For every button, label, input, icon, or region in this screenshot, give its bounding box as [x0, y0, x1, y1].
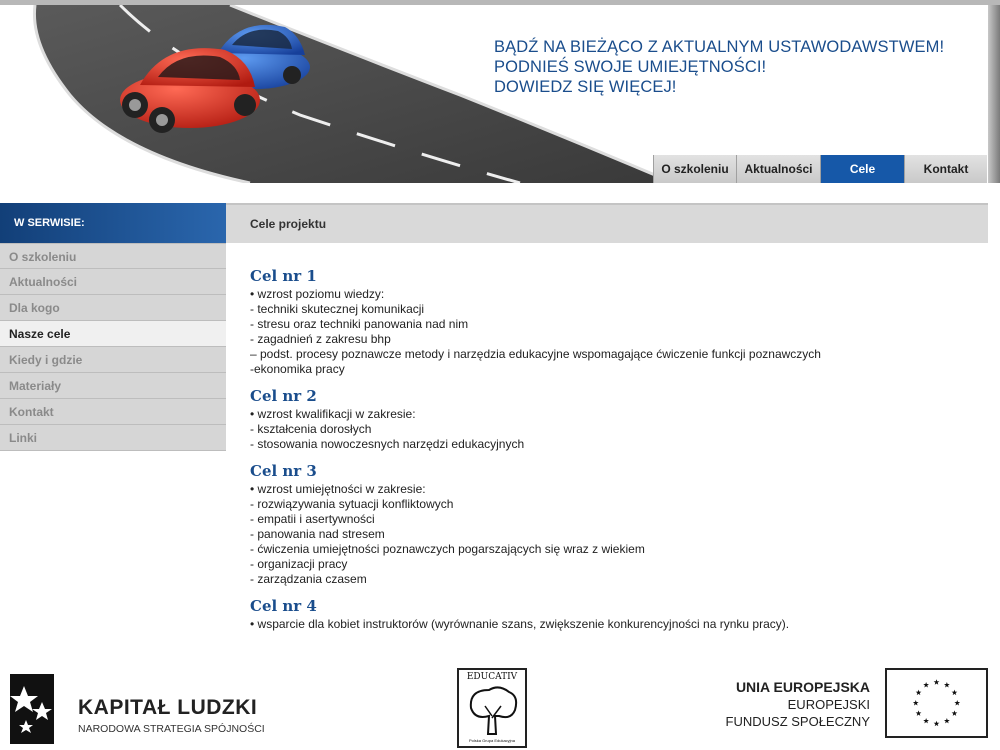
- goal-line: - panowania nad stresem: [250, 527, 385, 541]
- ue-efs-text: [700, 678, 870, 730]
- efs-line-2: FUNDUSZ SPOŁECZNY: [725, 714, 870, 729]
- eu-star-icon: [923, 718, 929, 723]
- goal-line: - ćwiczenia umiejętności poznawczych pogarszających się wraz z wiekiem: [250, 542, 645, 556]
- goal-line: • wsparcie dla kobiet instruktorów (wyrównanie szans, zwiększenie konkurencyjności na rynku pracy).: [250, 617, 790, 631]
- goal-line: -ekonomika pracy: [250, 362, 345, 376]
- eu-star-icon: [916, 710, 922, 715]
- goal-heading: Cel nr 4: [250, 597, 317, 615]
- goal-line: - empatii i asertywności: [250, 512, 375, 526]
- efs-line-1: EUROPEJSKI: [787, 697, 870, 712]
- topnav-cele[interactable]: Cele: [820, 155, 904, 183]
- kapital-ludzki-subtitle: NARODOWA STRATEGIA SPÓJNOŚCI: [78, 723, 265, 735]
- eu-star-icon: [944, 718, 950, 723]
- goal-heading: Cel nr 2: [250, 387, 317, 405]
- sidebar-heading: W SERWISIE:: [0, 203, 226, 243]
- header-slogan: [494, 37, 984, 97]
- eu-star-icon: [954, 700, 960, 705]
- topnav-kontakt[interactable]: Kontakt: [904, 155, 987, 183]
- kapital-ludzki-emblem-icon: [4, 668, 64, 748]
- slogan-line-1: BĄDŹ NA BIEŻĄCO Z AKTUALNYM USTAWODAWSTWEM!: [494, 38, 945, 56]
- goal-heading: Cel nr 1: [250, 267, 317, 285]
- eu-star-icon: [913, 700, 919, 705]
- goal-section: [250, 386, 990, 452]
- content-header: [226, 203, 988, 243]
- slogan-line-3: DOWIEDZ SIĘ WIĘCEJ!: [494, 78, 677, 96]
- goal-line: • wzrost poziomu wiedzy:: [250, 287, 385, 301]
- educativ-logo: [457, 668, 527, 748]
- goal-line: - stresu oraz techniki panowania nad nim: [250, 317, 469, 331]
- topnav-o-szkoleniu[interactable]: O szkoleniu: [653, 155, 736, 183]
- goal-line: - zagadnień z zakresu bhp: [250, 332, 391, 346]
- goal-line: – podst. procesy poznawcze metody i narzędzia edukacyjne wspomagające ćwiczenie funkcji poznawczych: [250, 347, 821, 361]
- goal-section: [250, 266, 990, 377]
- eu-star-icon: [934, 721, 940, 726]
- tree-icon: [459, 684, 525, 736]
- sidebar-item-kontakt[interactable]: Kontakt: [0, 399, 226, 425]
- goal-line: - kształcenia dorosłych: [250, 422, 372, 436]
- eu-star-icon: [952, 690, 958, 695]
- goal-section: [250, 461, 990, 587]
- page-title: Cele projektu: [250, 217, 327, 231]
- educativ-subtitle: Polska Grupa Edukacyjna: [468, 738, 516, 743]
- sidebar-item-linki[interactable]: Linki: [0, 425, 226, 451]
- topnav-aktualnosci[interactable]: Aktualności: [736, 155, 820, 183]
- goal-line: - techniki skutecznej komunikacji: [250, 302, 425, 316]
- goal-line: - zarządzania czasem: [250, 572, 367, 586]
- sidebar-item-materialy[interactable]: Materiały: [0, 373, 226, 399]
- eu-star-icon: [944, 682, 950, 687]
- goal-line: - stosowania nowoczesnych narzędzi edukacyjnych: [250, 437, 525, 451]
- sidebar-item-nasze-cele[interactable]: Nasze cele: [0, 321, 226, 347]
- slogan-line-2: PODNIEŚ SWOJE UMIEJĘTNOŚCI!: [494, 58, 767, 76]
- goal-heading: Cel nr 3: [250, 462, 317, 480]
- sidebar-item-kiedy-i-gdzie[interactable]: Kiedy i gdzie: [0, 347, 226, 373]
- sidebar-item-aktualnosci[interactable]: Aktualności: [0, 269, 226, 295]
- eu-star-icon: [934, 679, 940, 684]
- eu-star-icon: [952, 710, 958, 715]
- main-content: [250, 266, 990, 641]
- sidebar-item-dla-kogo[interactable]: Dla kogo: [0, 295, 226, 321]
- header-side-bar: [988, 5, 1000, 183]
- goal-line: - rozwiązywania sytuacji konfliktowych: [250, 497, 454, 511]
- sidebar-menu: [0, 243, 226, 451]
- educativ-title: EDUCATIV: [466, 672, 518, 682]
- sidebar: [0, 203, 226, 451]
- goal-line: • wzrost kwalifikacji w zakresie:: [250, 407, 416, 421]
- eu-star-icon: [916, 690, 922, 695]
- kapital-ludzki-logo: [4, 668, 274, 748]
- goal-line: - organizacji pracy: [250, 557, 348, 571]
- eu-star-icon: [923, 682, 929, 687]
- eu-flag-icon: [885, 668, 988, 738]
- goal-section: [250, 596, 990, 632]
- kapital-ludzki-title: KAPITAŁ LUDZKI: [78, 696, 258, 719]
- goal-line: • wzrost umiejętności w zakresie:: [250, 482, 426, 496]
- ue-title: UNIA EUROPEJSKA: [735, 679, 870, 695]
- footer-logos: [0, 660, 1000, 750]
- top-navigation: [653, 155, 987, 183]
- sidebar-item-o-szkoleniu[interactable]: O szkoleniu: [0, 243, 226, 269]
